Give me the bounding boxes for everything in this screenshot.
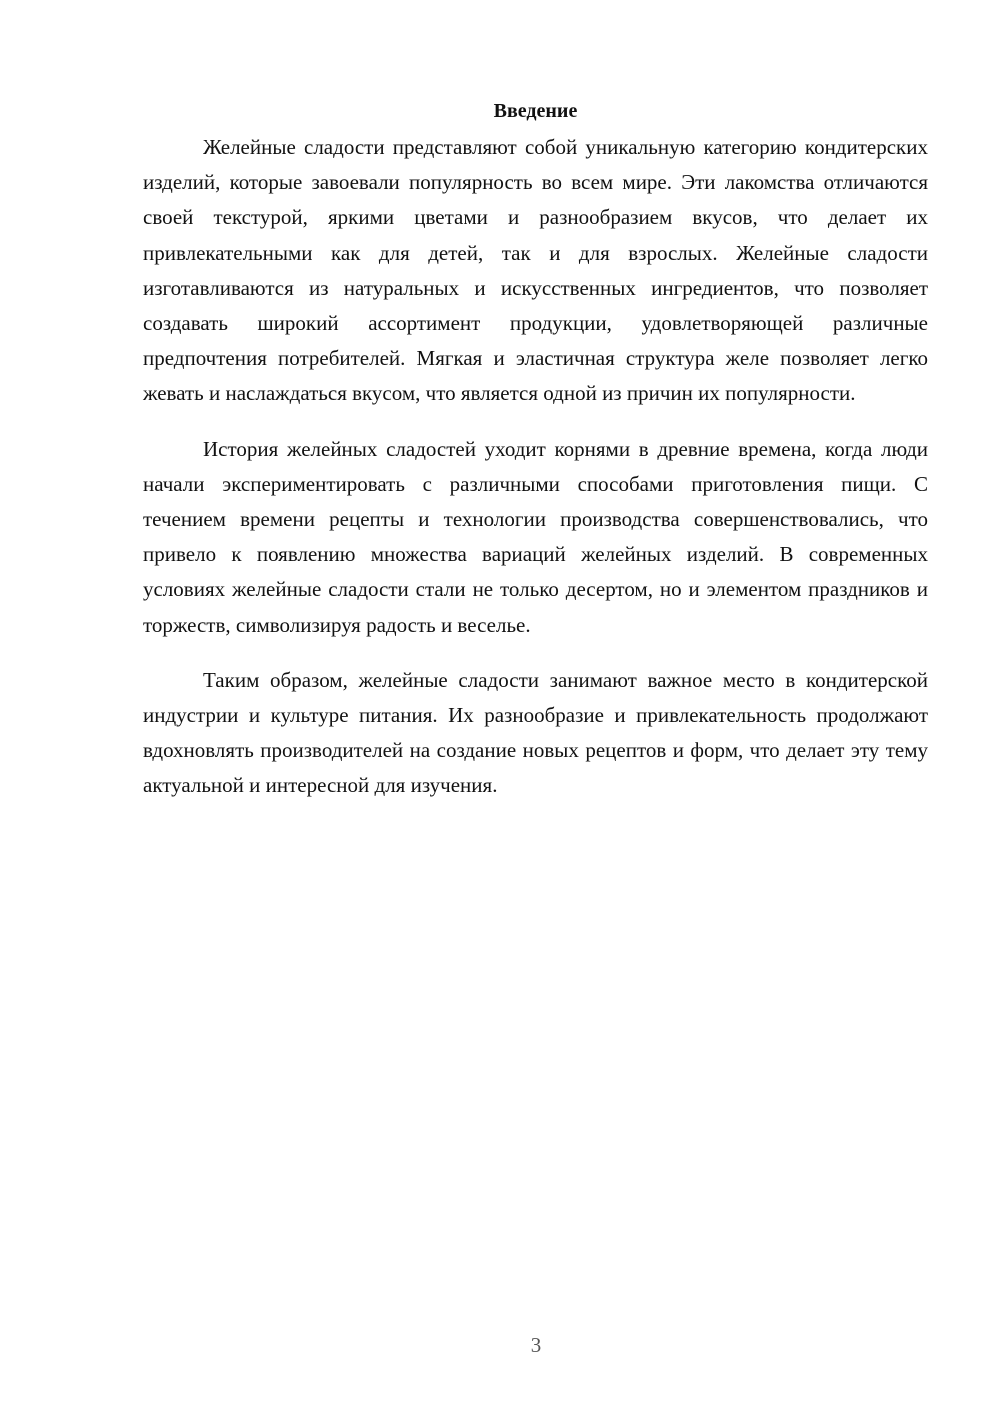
paragraph-3: Таким образом, желейные сладости занимают важное место в кондитерской индустрии и культуре питания. Их разнообразие и привлекательность продолжают вдохновлять производителей на создание новых рецептов и форм, что делает эту тему актуальной и интересной для изучения. (143, 667, 928, 798)
document-body (143, 96, 928, 824)
paragraph-2: История желейных сладостей уходит корнями в древние времена, когда люди начали экспериментировать с различными способами приготовления пищи. С течением времени рецепты и технологии производства совершенствовались, что привело к появлению множества вариаций желейных изделий. В современных условиях желейные сладости стали не только десертом, но и элементом праздников и торжеств, символизируя радость и веселье. (143, 436, 928, 637)
paragraph-1: Желейные сладости представляют собой уникальную категорию кондитерских изделий, которые завоевали популярность во всем мире. Эти лакомства отличаются своей текстурой, яркими цветами и разнообразием вкусов, что делает их привлекательными как для детей, так и для взрослых. Желейные сладости изготавливаются из натуральных и искусственных ингредиентов, что позволяет создавать широкий ассортимент продукции, удовлетворяющей различные предпочтения потребителей. Мягкая и эластичная структура желе позволяет легко жевать и наслаждаться вкусом, что является одной из причин их популярности. (143, 135, 928, 406)
section-heading: Введение (493, 100, 578, 122)
page-number: 3 (530, 1333, 542, 1357)
